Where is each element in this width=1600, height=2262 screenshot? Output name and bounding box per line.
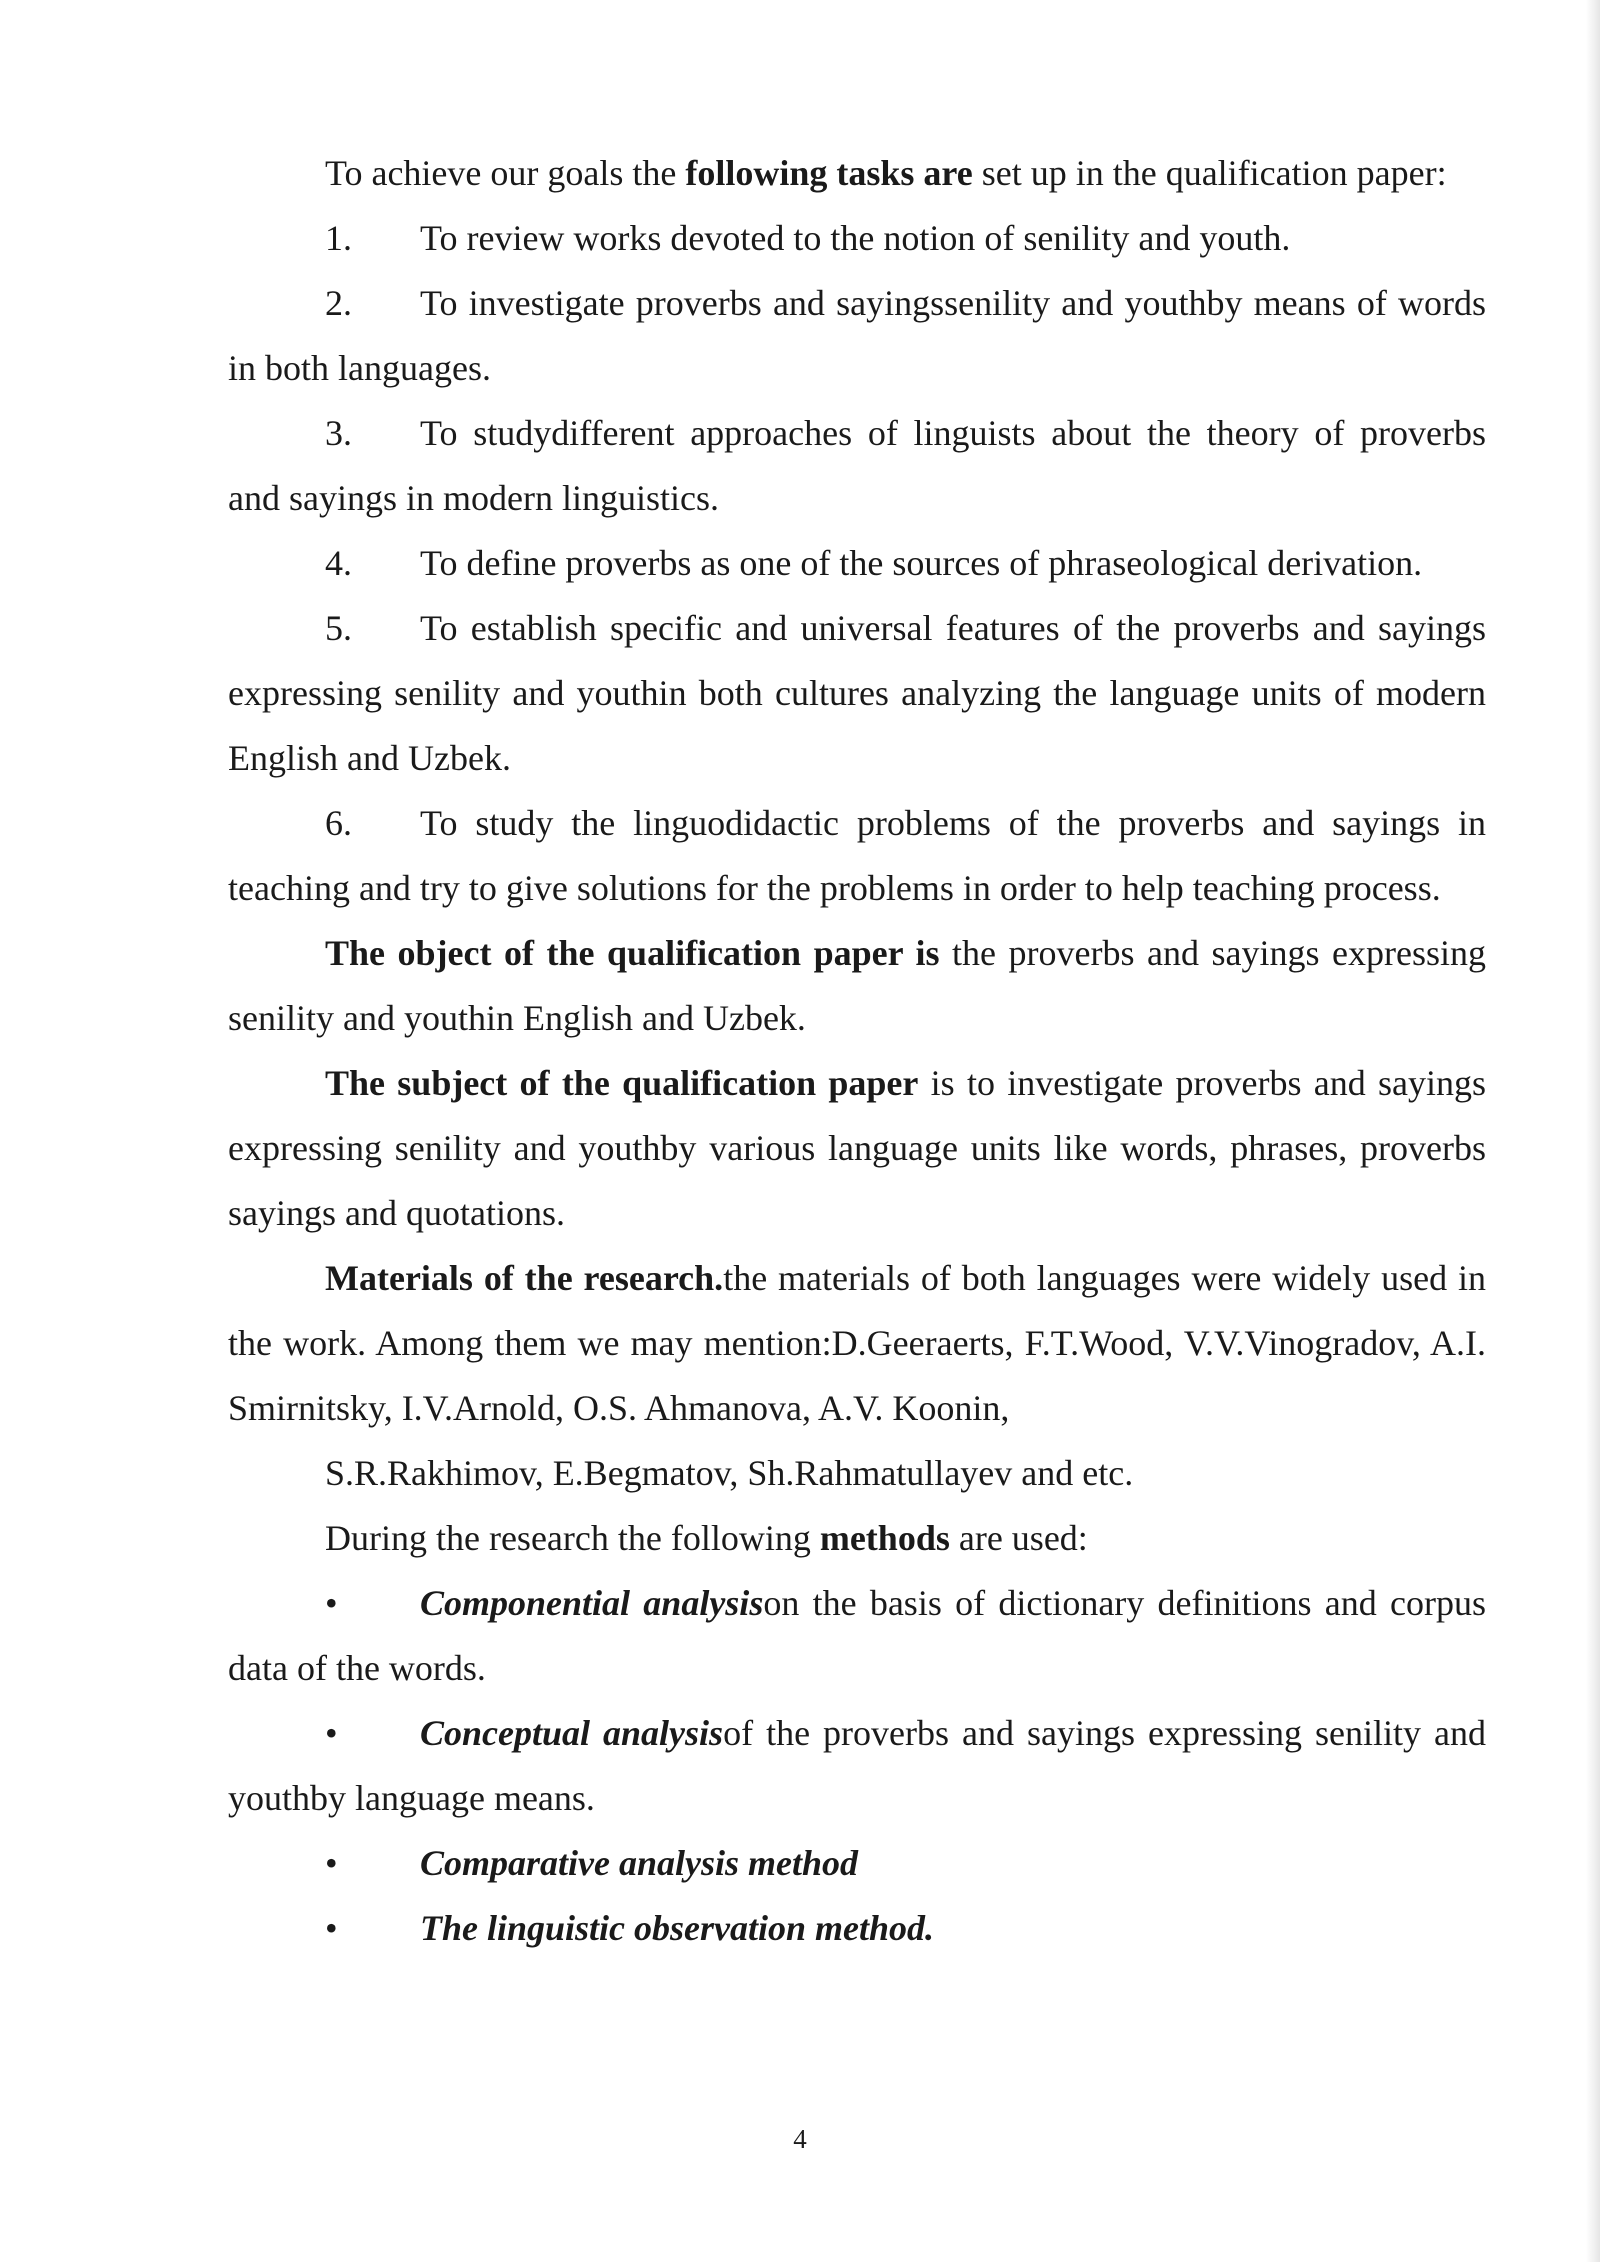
task-item (228, 271, 1486, 401)
method-text: of the proverbs and sayings expressing senility and youthby language means. (228, 1713, 1486, 1818)
object-paragraph (228, 921, 1486, 1051)
method-item (228, 1831, 1486, 1896)
subject-heading: The subject of the qualification paper (325, 1063, 919, 1103)
method-name: Conceptual analysis (420, 1713, 724, 1753)
task-number: 1. (325, 218, 352, 258)
bullet-icon: • (325, 1908, 338, 1948)
task-item (228, 401, 1486, 531)
task-item (228, 596, 1486, 791)
task-text: To establish specific and universal features of the proverbs and sayings expressing senility and youthin both cultures analyzing the language units of modern English and Uzbek. (228, 608, 1486, 778)
bullet-icon: • (325, 1843, 338, 1883)
method-item (228, 1701, 1486, 1831)
method-name: The linguistic observation method. (420, 1908, 935, 1948)
task-number: 6. (325, 803, 352, 843)
bullet-icon: • (325, 1583, 338, 1623)
task-text: To review works devoted to the notion of senility and youth. (420, 218, 1291, 258)
task-text: To define proverbs as one of the sources of phraseological derivation. (420, 543, 1423, 583)
methods-intro-text-end: are used: (949, 1518, 1088, 1558)
page-edge-shadow (1586, 0, 1600, 2262)
materials-paragraph (228, 1246, 1486, 1441)
intro-text-end: set up in the qualification paper: (972, 153, 1447, 193)
method-item (228, 1896, 1486, 1961)
intro-bold-text: following tasks are (685, 153, 973, 193)
subject-paragraph (228, 1051, 1486, 1246)
task-item (228, 206, 1486, 271)
intro-text: To achieve our goals the (325, 153, 686, 193)
task-text: To study the linguodidactic problems of the proverbs and sayings in teaching and try to give solutions for the problems in order to help teaching process. (228, 803, 1486, 908)
object-text: the proverbs and sayings expressing senility and youthin English and Uzbek. (228, 933, 1486, 1038)
task-item (228, 531, 1486, 596)
bullet-icon: • (325, 1713, 338, 1753)
task-number: 3. (325, 413, 352, 453)
method-item (228, 1571, 1486, 1701)
task-item (228, 791, 1486, 921)
method-name: Comparative analysis method (420, 1843, 859, 1883)
method-name: Componential analysis (420, 1583, 764, 1623)
page-body (228, 141, 1486, 1961)
task-number: 5. (325, 608, 352, 648)
task-text: To studydifferent approaches of linguists about the theory of proverbs and sayings in modern linguistics. (228, 413, 1486, 518)
materials-continuation: S.R.Rakhimov, E.Begmatov, Sh.Rahmatullayev and etc. (325, 1453, 1134, 1493)
methods-bold-text: methods (819, 1518, 950, 1558)
object-heading: The object of the qualification paper is (325, 933, 940, 973)
methods-intro-text: During the research the following (325, 1518, 820, 1558)
intro-paragraph (228, 141, 1486, 206)
materials-text: the materials of both languages were widely used in the work. Among them we may mention:D.Geeraerts, F.T.Wood, V.V.Vinogradov, A.I. Smirnitsky, I.V.Arnold, O.S. Ahmanova, A.V. Koonin, (228, 1258, 1486, 1428)
methods-intro (228, 1506, 1486, 1571)
task-text: To investigate proverbs and sayingssenility and youthby means of words in both languages. (228, 283, 1486, 388)
method-text: on the basis of dictionary definitions and corpus data of the words. (228, 1583, 1486, 1688)
subject-text: is to investigate proverbs and sayings expressing senility and youthby various language units like words, phrases, proverbs sayings and quotations. (228, 1063, 1486, 1233)
task-number: 2. (325, 283, 352, 323)
task-number: 4. (325, 543, 352, 583)
materials-heading: Materials of the research. (325, 1258, 724, 1298)
page-number: 4 (793, 2124, 807, 2154)
